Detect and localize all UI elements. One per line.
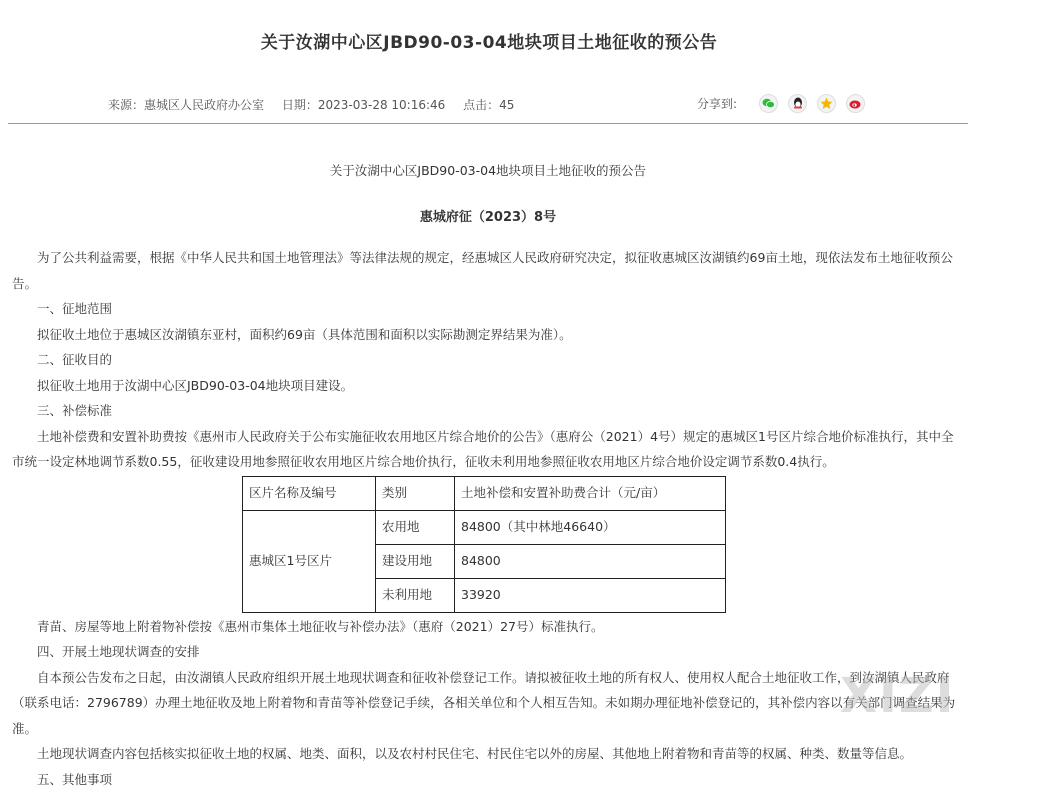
section-heading-purpose: 二、征收目的 [12, 347, 964, 373]
watermark-logo: XIZI [840, 668, 956, 724]
section-heading-standard: 三、补偿标准 [12, 398, 964, 424]
table-cell: 未利用地 [376, 578, 455, 612]
section-heading-other: 五、其他事项 [12, 767, 964, 792]
clicks-label: 点击：45 [463, 98, 514, 112]
meta-row [108, 96, 528, 113]
header-divider [8, 123, 968, 124]
share-label: 分享到: [697, 95, 737, 112]
table-row [243, 510, 726, 544]
paragraph-survey: 自本预公告发布之日起，由汝湖镇人民政府组织开展土地现状调查和征收补偿登记工作。请拟被征收土地的所有权人、使用权人配合土地征收工作，到汝湖镇人民政府（联系电话：2796789）办理土地征收及地上附着物和青苗等补偿登记手续，各相关单位和个人相互告知。未如期办理征地补偿登记的，其补偿内容以有关部门调查结果为准。 [12, 665, 964, 742]
paragraph-standard: 土地补偿费和安置补助费按《惠州市人民政府关于公布实施征收农用地区片综合地价的公告》（惠府公（2021）4号）规定的惠城区1号区片综合地价标准执行，其中全市统一设定林地调节系数0.55，征收建设用地参照征收农用地区片综合地价执行，征收未利用地参照征收农用地区片综合地价设定调节系数0.4执行。 [12, 424, 964, 475]
table-cell: 建设用地 [376, 544, 455, 578]
qzone-icon[interactable] [817, 94, 836, 113]
table-header-cell: 土地补偿和安置补助费合计（元/亩） [455, 476, 726, 510]
document-body [12, 158, 964, 792]
date-label: 日期：2023-03-28 10:16:46 [282, 98, 445, 112]
table-cell: 33920 [455, 578, 726, 612]
qq-icon[interactable] [788, 94, 807, 113]
table-header-cell: 区片名称及编号 [243, 476, 376, 510]
paragraph-scope: 拟征收土地位于惠城区汝湖镇东亚村，面积约69亩（具体范围和面积以实际勘测定界结果为准）。 [12, 322, 964, 348]
table-cell: 农用地 [376, 510, 455, 544]
paragraph-survey-content: 土地现状调查内容包括核实拟征收土地的权属、地类、面积，以及农村村民住宅、村民住宅以外的房屋、其他地上附着物和青苗等的权属、种类、数量等信息。 [12, 741, 964, 767]
document-title: 关于汝湖中心区JBD90-03-04地块项目土地征收的预公告 [12, 158, 964, 184]
table-cell: 84800 [455, 544, 726, 578]
table-header-row [243, 476, 726, 510]
page-title: 关于汝湖中心区JBD90-03-04地块项目土地征收的预公告 [0, 28, 978, 53]
table-cell: 84800（其中林地46640） [455, 510, 726, 544]
paragraph-attachments: 青苗、房屋等地上附着物补偿按《惠州市集体土地征收与补偿办法》（惠府（2021）27号）标准执行。 [12, 614, 964, 640]
source-label: 来源：惠城区人民政府办公室 [108, 98, 264, 112]
wechat-icon[interactable] [759, 94, 778, 113]
section-heading-survey: 四、开展土地现状调查的安排 [12, 639, 964, 665]
section-heading-scope: 一、征地范围 [12, 296, 964, 322]
paragraph-intro: 为了公共利益需要，根据《中华人民共和国土地管理法》等法律法规的规定，经惠城区人民政府研究决定，拟征收惠城区汝湖镇约69亩土地，现依法发布土地征收预公告。 [12, 245, 964, 296]
paragraph-purpose: 拟征收土地用于汝湖中心区JBD90-03-04地块项目建设。 [12, 373, 964, 399]
share-bar [697, 94, 875, 113]
document-number: 惠城府征（2023）8号 [12, 205, 964, 231]
table-zone-cell: 惠城区1号区片 [243, 510, 376, 612]
table-header-cell: 类别 [376, 476, 455, 510]
compensation-table [242, 476, 726, 613]
weibo-icon[interactable] [846, 94, 865, 113]
